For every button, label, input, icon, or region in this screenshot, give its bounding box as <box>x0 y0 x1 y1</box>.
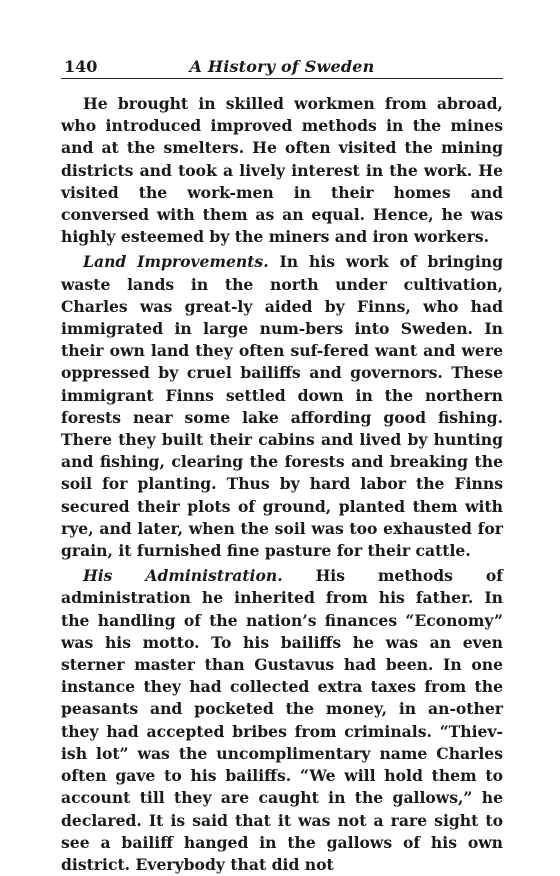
body-text <box>61 93 503 876</box>
paragraph-text: He brought in skilled workmen from abroad, who introduced improved methods in the mines and at the smelters. He often visited the mining districts and took a lively interest in the work. He visited the work-men in their homes and conversed with them as an equal. Hence, he was highly esteemed by the miners and iron workers. <box>61 94 503 247</box>
paragraph-administration <box>61 565 503 876</box>
paragraph-workmen <box>61 93 503 248</box>
side-heading: His Administration. <box>83 566 283 586</box>
book-page <box>61 52 503 876</box>
running-header <box>61 52 503 79</box>
page-number: 140 <box>64 57 98 76</box>
book-title: A History of Sweden <box>189 57 375 76</box>
paragraph-text: His methods of administration he inherited from his father. In the handling of the nation’s finances “Economy” was his motto. To his bailiffs he was an even sterner master than Gustavus had been. In one instance they had collected extra taxes from the peasants and pocketed the money, in an-other they had accepted bribes from criminals. “Thiev-ish lot” was the uncomplimentary name Charles often gave to his bailiffs. “We will hold them to account till they are caught in the gallows,” he declared. It is said that it was not a rare sight to see a bailiff hanged in the gallows of his own district. Everybody that did not <box>61 566 503 874</box>
paragraph-text: In his work of bringing waste lands in the north under cultivation, Charles was great-ly aided by Finns, who had immigrated in large num-bers into Sweden. In their own land they often suf-fered want and were oppressed by cruel bailiffs and governors. These immigrant Finns settled down in the northern forests near some lake affording good fishing. There they built their cabins and lived by hunting and fishing, clearing the forests and breaking the soil for planting. Thus by hard labor the Finns secured their plots of ground, planted them with rye, and later, when the soil was too exhausted for grain, it furnished fine pasture for their cattle. <box>61 252 503 561</box>
paragraph-land-improvements <box>61 251 503 562</box>
side-heading: Land Improvements. <box>83 252 269 272</box>
